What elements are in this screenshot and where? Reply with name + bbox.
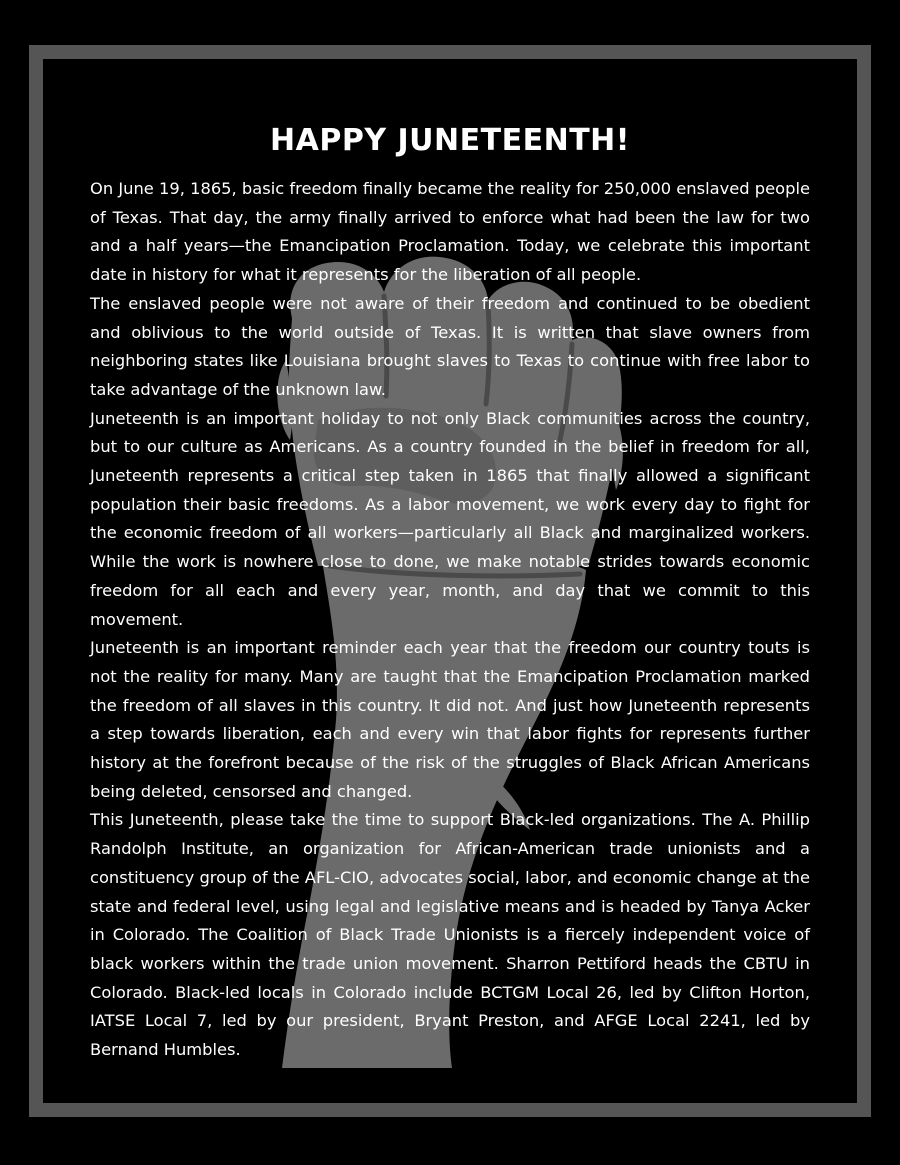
paragraph-1: On June 19, 1865, basic freedom finally became the reality for 250,000 enslaved people of Texas. That day, the army finally arrived to enforce what had been the law for two and a half years—the Emancipation Proclamation. Today, we celebrate this important date in history for what it represents for the liberation of all people. <box>90 179 810 285</box>
paragraph-4: Juneteenth is an important reminder each year that the freedom our country touts is not the reality for many. Many are taught that the Emancipation Proclamation marked the freedom of all slaves in this country. It did not. And just how Juneteenth represents a step towards liberation, each and every win that labor fights for represents further history at the forefront because of the risk of the struggles of Black African Americans being deleted, censorsed and changed. <box>90 638 810 801</box>
paragraph-3: Juneteenth is an important holiday to not only Black communities across the country, but to our culture as Americans. As a country founded in the belief in freedom for all, Juneteenth represents a critical step taken in 1865 that finally allowed a significant population their basic freedoms. As a labor movement, we work every day to fight for the economic freedom of all workers—particularly all Black and marginalized workers. While the work is nowhere close to done, we make notable strides towards economic freedom for all each and every year, month, and day that we commit to this movement. <box>90 408 810 629</box>
page-title: HAPPY JUNETEENTH! <box>270 123 630 158</box>
paragraph-2: The enslaved people were not aware of their freedom and continued to be obedient and oblivious to the world outside of Texas. It is written that slave owners from neighboring states like Louisiana brought slaves to Texas to continue with free labor to take advantage of the unknown law. <box>90 293 810 399</box>
article-body <box>90 175 810 1065</box>
paragraph-5: This Juneteenth, please take the time to support Black-led organizations. The A. Phillip Randolph Institute, an organization for African-American trade unionists and a constituency group of the AFL-CIO, advocates social, labor, and economic change at the state and federal level, using legal and legislative means and is headed by Tanya Acker in Colorado. The Coalition of Black Trade Unionists is a fiercely independent voice of black workers within the trade union movement. Sharron Pettiford heads the CBTU in Colorado. Black-led locals in Colorado include BCTGM Local 26, led by Clifton Horton, IATSE Local 7, led by our president, Bryant Preston, and AFGE Local 2241, led by Bernand Humbles. <box>90 810 810 1060</box>
